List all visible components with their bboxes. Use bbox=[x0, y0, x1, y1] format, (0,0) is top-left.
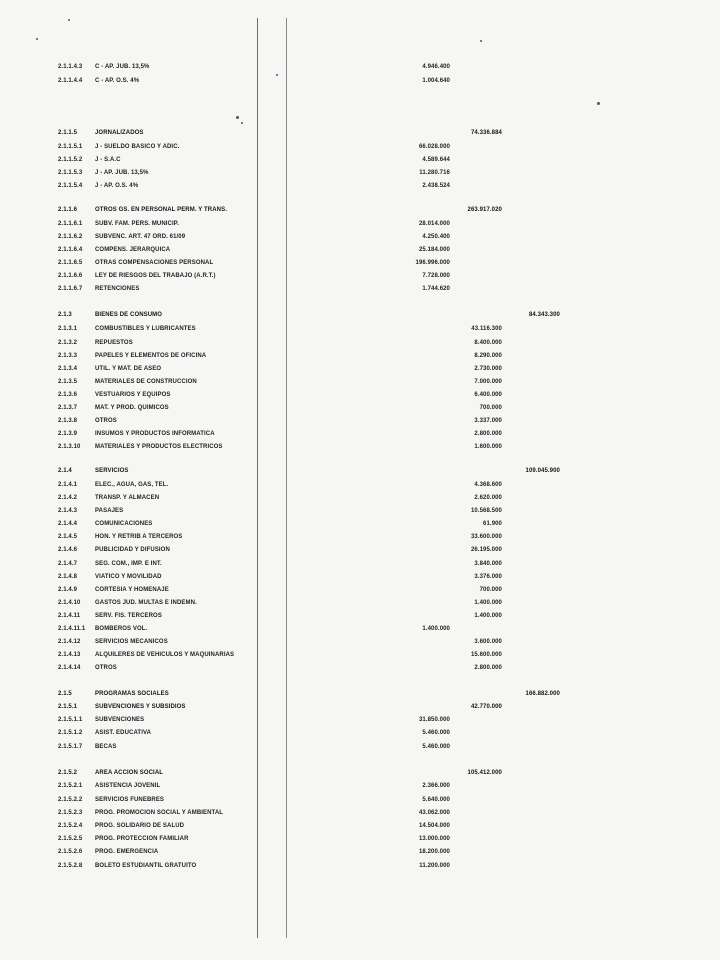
amount-detail: 5.640.000 bbox=[422, 797, 450, 803]
account-description: UTIL. Y MAT. DE ASEO bbox=[95, 366, 162, 372]
amount-subtotal: 26.195.000 bbox=[470, 547, 502, 553]
account-code: 2.1.3 bbox=[58, 312, 72, 318]
account-code: 2.1.4.11.1 bbox=[58, 626, 86, 632]
account-code: 2.1.1.6.6 bbox=[58, 273, 83, 279]
amount-subtotal: 105.412.000 bbox=[467, 770, 502, 776]
account-description: COMPENS. JERARQUICA bbox=[95, 247, 171, 253]
account-code: 2.1.1.4.3 bbox=[58, 64, 83, 70]
account-description: COMBUSTIBLES Y LUBRICANTES bbox=[95, 326, 196, 332]
account-code: 2.1.5.1 bbox=[58, 704, 78, 710]
table-row bbox=[0, 403, 720, 414]
table-row bbox=[0, 598, 720, 609]
account-code: 2.1.4.5 bbox=[58, 534, 78, 540]
account-code: 2.1.1.6.1 bbox=[58, 221, 83, 227]
table-row bbox=[0, 572, 720, 583]
amount-detail: 1.004.640 bbox=[422, 78, 450, 84]
amount-subtotal: 61.900 bbox=[483, 521, 502, 527]
amount-subtotal: 3.840.000 bbox=[474, 561, 502, 567]
account-description: VESTUARIOS Y EQUIPOS bbox=[95, 392, 171, 398]
account-code: 2.1.5 bbox=[58, 691, 72, 697]
table-row bbox=[0, 834, 720, 845]
scan-speck bbox=[236, 116, 239, 119]
account-code: 2.1.5.1.1 bbox=[58, 717, 83, 723]
amount-subtotal: 3.337.000 bbox=[474, 418, 502, 424]
amount-subtotal: 700.000 bbox=[479, 405, 502, 411]
table-row bbox=[0, 142, 720, 153]
account-description: BECAS bbox=[95, 744, 117, 750]
account-code: 2.1.3.1 bbox=[58, 326, 78, 332]
account-code: 2.1.4 bbox=[58, 468, 72, 474]
account-description: AREA ACCION SOCIAL bbox=[95, 770, 164, 776]
amount-detail: 11.200.000 bbox=[419, 863, 450, 869]
amount-subtotal: 8.400.000 bbox=[474, 340, 502, 346]
account-code: 2.1.3.4 bbox=[58, 366, 78, 372]
account-code: 2.1.5.2.1 bbox=[58, 783, 83, 789]
table-row bbox=[0, 128, 720, 139]
account-code: 2.1.5.2.4 bbox=[58, 823, 83, 829]
table-row bbox=[0, 861, 720, 872]
amount-detail: 2.366.000 bbox=[422, 783, 450, 789]
account-code: 2.1.3.8 bbox=[58, 418, 78, 424]
table-row bbox=[0, 650, 720, 661]
amount-subtotal: 3.376.000 bbox=[474, 574, 502, 580]
account-description: OTRAS COMPENSACIONES PERSONAL bbox=[95, 260, 214, 266]
table-row bbox=[0, 245, 720, 256]
table-row bbox=[0, 611, 720, 622]
account-description: J - SUELDO BASICO Y ADIC. bbox=[95, 144, 180, 150]
table-row bbox=[0, 637, 720, 648]
account-description: PROG. PROTECCION FAMILIAR bbox=[95, 836, 189, 842]
table-row bbox=[0, 506, 720, 517]
account-code: 2.1.3.6 bbox=[58, 392, 78, 398]
account-description: SERVICIOS bbox=[95, 468, 129, 474]
amount-total: 109.045.900 bbox=[525, 468, 560, 474]
table-row bbox=[0, 624, 720, 635]
account-code: 2.1.5.2.2 bbox=[58, 797, 83, 803]
amount-detail: 1.400.000 bbox=[422, 626, 450, 632]
account-description: PASAJES bbox=[95, 508, 124, 514]
account-description: PROG. SOLIDARIO DE SALUD bbox=[95, 823, 185, 829]
account-description: HON. Y RETRIB A TERCEROS bbox=[95, 534, 183, 540]
account-description: COMUNICACIONES bbox=[95, 521, 153, 527]
account-description: REPUESTOS bbox=[95, 340, 133, 346]
account-code: 2.1.4.9 bbox=[58, 587, 78, 593]
table-row bbox=[0, 338, 720, 349]
table-row bbox=[0, 258, 720, 269]
table-row bbox=[0, 377, 720, 388]
table-row bbox=[0, 284, 720, 295]
account-code: 2.1.5.1.2 bbox=[58, 730, 83, 736]
account-description: VIATICO Y MOVILIDAD bbox=[95, 574, 162, 580]
table-row bbox=[0, 532, 720, 543]
amount-detail: 5.460.000 bbox=[422, 730, 450, 736]
account-code: 2.1.4.6 bbox=[58, 547, 78, 553]
account-code: 2.1.3.5 bbox=[58, 379, 78, 385]
account-code: 2.1.3.3 bbox=[58, 353, 78, 359]
account-description: SERVICIOS MECANICOS bbox=[95, 639, 168, 645]
account-description: PROGRAMAS SOCIALES bbox=[95, 691, 169, 697]
account-description: BIENES DE CONSUMO bbox=[95, 312, 163, 318]
account-code: 2.1.3.2 bbox=[58, 340, 78, 346]
table-row bbox=[0, 742, 720, 753]
table-row bbox=[0, 62, 720, 73]
account-description: BOMBEROS VOL. bbox=[95, 626, 148, 632]
amount-detail: 66.028.000 bbox=[418, 144, 450, 150]
account-code: 2.1.4.11 bbox=[58, 613, 81, 619]
amount-subtotal: 74.336.884 bbox=[470, 130, 502, 136]
account-description: J - AP. O.S. 4% bbox=[95, 183, 139, 189]
table-row bbox=[0, 545, 720, 556]
account-description: PROG. PROMOCION SOCIAL Y AMBIENTAL bbox=[95, 810, 224, 816]
table-row bbox=[0, 519, 720, 530]
table-row bbox=[0, 702, 720, 713]
table-row bbox=[0, 364, 720, 375]
amount-detail: 196.996.000 bbox=[415, 260, 450, 266]
table-row bbox=[0, 76, 720, 87]
account-code: 2.1.4.1 bbox=[58, 482, 78, 488]
amount-subtotal: 2.800.000 bbox=[474, 431, 502, 437]
account-description: JORNALIZADOS bbox=[95, 130, 144, 136]
account-code: 2.1.4.12 bbox=[58, 639, 81, 645]
amount-subtotal: 2.620.000 bbox=[474, 495, 502, 501]
amount-subtotal: 10.568.500 bbox=[470, 508, 502, 514]
table-row bbox=[0, 480, 720, 491]
account-code: 2.1.4.10 bbox=[58, 600, 81, 606]
account-code: 2.1.4.4 bbox=[58, 521, 78, 527]
account-description: J - AP. JUB. 13,5% bbox=[95, 170, 149, 176]
amount-detail: 2.438.524 bbox=[422, 183, 450, 189]
account-description: TRANSP. Y ALMACEN bbox=[95, 495, 160, 501]
table-row bbox=[0, 155, 720, 166]
table-row bbox=[0, 493, 720, 504]
account-description: PUBLICIDAD Y DIFUSION bbox=[95, 547, 170, 553]
amount-detail: 14.504.000 bbox=[418, 823, 450, 829]
account-description: MAT. Y PROD. QUIMICOS bbox=[95, 405, 169, 411]
table-row bbox=[0, 715, 720, 726]
account-description: OTROS GS. EN PERSONAL PERM. Y TRANS. bbox=[95, 207, 227, 213]
amount-subtotal: 4.368.600 bbox=[474, 482, 502, 488]
table-row bbox=[0, 768, 720, 779]
amount-subtotal: 15.600.000 bbox=[470, 652, 502, 658]
amount-detail: 18.200.000 bbox=[418, 849, 450, 855]
account-description: ELEC., AGUA, GAS, TEL. bbox=[95, 482, 169, 488]
table-row bbox=[0, 324, 720, 335]
amount-subtotal: 33.600.000 bbox=[470, 534, 502, 540]
scan-speck bbox=[36, 38, 38, 40]
amount-subtotal: 3.600.000 bbox=[474, 639, 502, 645]
scan-speck bbox=[241, 122, 243, 124]
account-description: SERVICIOS FUNEBRES bbox=[95, 797, 165, 803]
amount-subtotal: 1.400.000 bbox=[474, 600, 502, 606]
account-code: 2.1.3.10 bbox=[58, 444, 81, 450]
amount-subtotal: 1.400.000 bbox=[474, 613, 502, 619]
account-code: 2.1.5.1.7 bbox=[58, 744, 83, 750]
amount-detail: 11.280.716 bbox=[419, 170, 450, 176]
account-code: 2.1.4.8 bbox=[58, 574, 78, 580]
account-description: CORTESIA Y HOMENAJE bbox=[95, 587, 169, 593]
account-description: SUBVENC. ART. 47 ORD. 61/09 bbox=[95, 234, 186, 240]
account-description: SUBVENCIONES Y SUBSIDIOS bbox=[95, 704, 186, 710]
account-description: SUBVENCIONES bbox=[95, 717, 145, 723]
scan-speck bbox=[68, 19, 70, 21]
table-row bbox=[0, 795, 720, 806]
account-description: SERV. FIS. TERCEROS bbox=[95, 613, 162, 619]
amount-subtotal: 42.770.000 bbox=[470, 704, 502, 710]
amount-detail: 31.850.000 bbox=[418, 717, 450, 723]
account-description: MATERIALES DE CONSTRUCCION bbox=[95, 379, 197, 385]
table-row bbox=[0, 181, 720, 192]
amount-subtotal: 263.917.020 bbox=[467, 207, 502, 213]
table-row bbox=[0, 351, 720, 362]
amount-subtotal: 6.400.000 bbox=[474, 392, 502, 398]
account-code: 2.1.4.3 bbox=[58, 508, 78, 514]
account-code: 2.1.1.5 bbox=[58, 130, 78, 136]
account-description: ASIST. EDUCATIVA bbox=[95, 730, 152, 736]
table-row bbox=[0, 585, 720, 596]
table-row bbox=[0, 559, 720, 570]
amount-subtotal: 43.116.300 bbox=[471, 326, 502, 332]
account-description: C - AP. JUB. 13,5% bbox=[95, 64, 150, 70]
amount-detail: 5.460.000 bbox=[422, 744, 450, 750]
scan-speck bbox=[480, 40, 482, 42]
amount-subtotal: 7.000.000 bbox=[474, 379, 502, 385]
amount-detail: 13.000.000 bbox=[418, 836, 450, 842]
account-code: 2.1.3.9 bbox=[58, 431, 78, 437]
amount-detail: 4.250.400 bbox=[422, 234, 450, 240]
account-code: 2.1.1.6.5 bbox=[58, 260, 83, 266]
amount-subtotal: 1.600.000 bbox=[474, 444, 502, 450]
table-row bbox=[0, 808, 720, 819]
account-description: MATERIALES Y PRODUCTOS ELECTRICOS bbox=[95, 444, 223, 450]
account-description: GASTOS JUD. MULTAS E INDEMN. bbox=[95, 600, 197, 606]
table-row bbox=[0, 416, 720, 427]
table-row bbox=[0, 466, 720, 477]
table-row bbox=[0, 663, 720, 674]
amount-detail: 7.728.000 bbox=[422, 273, 450, 279]
account-description: ALQUILERES DE VEHICULOS Y MAQUINARIAS bbox=[95, 652, 235, 658]
account-code: 2.1.1.6.7 bbox=[58, 286, 83, 292]
table-row bbox=[0, 390, 720, 401]
account-code: 2.1.1.6.4 bbox=[58, 247, 83, 253]
account-description: ASISTENCIA JOVENIL bbox=[95, 783, 161, 789]
account-code: 2.1.4.7 bbox=[58, 561, 78, 567]
account-code: 2.1.1.5.4 bbox=[58, 183, 83, 189]
amount-total: 166.882.000 bbox=[525, 691, 560, 697]
amount-detail: 1.744.620 bbox=[422, 286, 450, 292]
account-description: RETENCIONES bbox=[95, 286, 140, 292]
account-code: 2.1.4.14 bbox=[58, 665, 81, 671]
amount-detail: 28.014.000 bbox=[418, 221, 450, 227]
amount-subtotal: 8.290.000 bbox=[474, 353, 502, 359]
account-description: J - S.A.C bbox=[95, 157, 121, 163]
amount-total: 84.343.300 bbox=[528, 312, 560, 318]
account-code: 2.1.4.13 bbox=[58, 652, 81, 658]
amount-subtotal: 700.000 bbox=[479, 587, 502, 593]
amount-detail: 4.589.644 bbox=[422, 157, 450, 163]
account-code: 2.1.1.4.4 bbox=[58, 78, 83, 84]
table-row bbox=[0, 310, 720, 321]
table-row bbox=[0, 219, 720, 230]
account-description: OTROS bbox=[95, 665, 117, 671]
table-row bbox=[0, 821, 720, 832]
account-description: INSUMOS Y PRODUCTOS INFORMATICA bbox=[95, 431, 215, 437]
account-code: 2.1.5.2.8 bbox=[58, 863, 83, 869]
table-row bbox=[0, 442, 720, 453]
account-description: C - AP. O.S. 4% bbox=[95, 78, 140, 84]
account-code: 2.1.1.6 bbox=[58, 207, 78, 213]
account-code: 2.1.3.7 bbox=[58, 405, 78, 411]
account-description: SUBV. FAM. PERS. MUNICIP. bbox=[95, 221, 179, 227]
account-code: 2.1.1.6.2 bbox=[58, 234, 83, 240]
amount-subtotal: 2.730.000 bbox=[474, 366, 502, 372]
account-description: BOLETO ESTUDIANTIL GRATUITO bbox=[95, 863, 197, 869]
table-row bbox=[0, 205, 720, 216]
table-row bbox=[0, 168, 720, 179]
table-row bbox=[0, 689, 720, 700]
amount-detail: 25.184.000 bbox=[418, 247, 450, 253]
account-description: PAPELES Y ELEMENTOS DE OFICINA bbox=[95, 353, 207, 359]
account-code: 2.1.5.2.3 bbox=[58, 810, 83, 816]
amount-subtotal: 2.800.000 bbox=[474, 665, 502, 671]
table-row bbox=[0, 728, 720, 739]
table-row bbox=[0, 847, 720, 858]
table-row bbox=[0, 271, 720, 282]
table-row bbox=[0, 429, 720, 440]
account-code: 2.1.1.5.2 bbox=[58, 157, 83, 163]
amount-detail: 4.946.400 bbox=[422, 64, 450, 70]
account-code: 2.1.1.5.1 bbox=[58, 144, 83, 150]
account-code: 2.1.5.2 bbox=[58, 770, 78, 776]
amount-detail: 43.062.000 bbox=[418, 810, 450, 816]
account-code: 2.1.4.2 bbox=[58, 495, 78, 501]
scan-speck bbox=[597, 102, 600, 105]
table-row bbox=[0, 781, 720, 792]
account-description: SEG. COM., IMP. E INT. bbox=[95, 561, 162, 567]
account-code: 2.1.1.5.3 bbox=[58, 170, 83, 176]
account-code: 2.1.5.2.5 bbox=[58, 836, 83, 842]
account-description: LEY DE RIESGOS DEL TRABAJO (A.R.T.) bbox=[95, 273, 216, 279]
account-code: 2.1.5.2.6 bbox=[58, 849, 83, 855]
table-row bbox=[0, 232, 720, 243]
account-description: OTROS bbox=[95, 418, 117, 424]
account-description: PROG. EMERGENCIA bbox=[95, 849, 159, 855]
